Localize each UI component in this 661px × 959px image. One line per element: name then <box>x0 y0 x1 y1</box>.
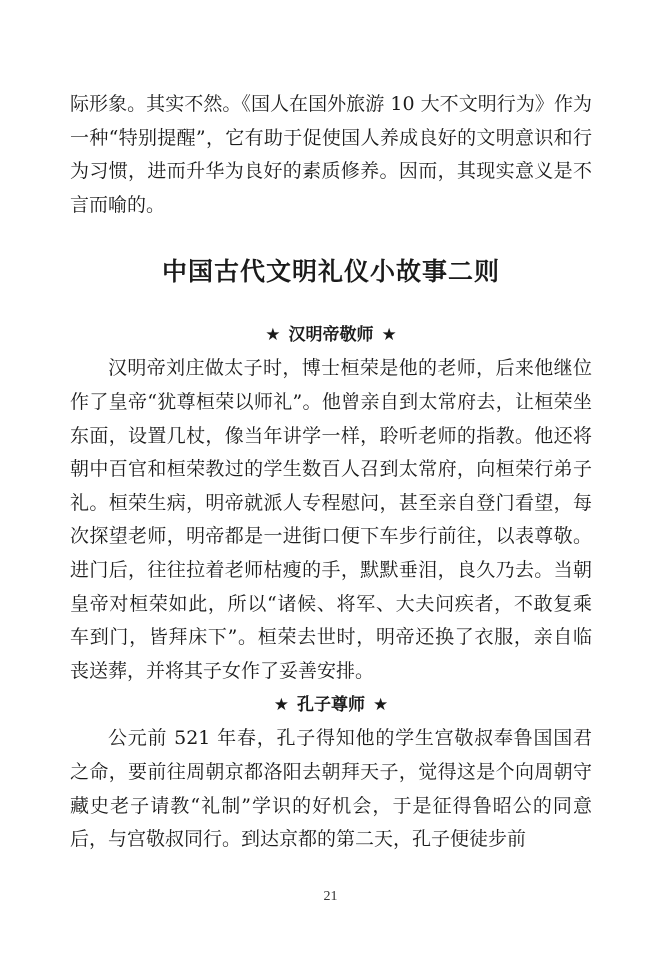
section-body-kongzi: 公元前 521 年春，孔子得知他的学生宫敬叔奉鲁国国君之命，要前往周朝京都洛阳去朝拜天子，觉得这是个向周朝守藏史老子请教“礼制”学识的好机会，于是征得鲁昭公的同意后，与宫敬叔同行。到达京都的第二天，孔子便徒步前 <box>70 727 592 851</box>
section-body-han-mingdi: 汉明帝刘庄做太子时，博士桓荣是他的老师，后来他继位作了皇帝“犹尊桓荣以师礼”。他曾亲自到太常府去，让桓荣坐东面，设置几杖，像当年讲学一样，聆听老师的指教。他还将朝中百官和桓荣教过的学生数百人召到太常府，向桓荣行弟子礼。桓荣生病，明帝就派人专程慰问，甚至亲自登门看望，每次探望老师，明帝都是一进街口便下车步行前往，以表尊敬。进门后，往往拉着老师枯瘦的手，默默垂泪，良久乃去。当朝皇帝对桓荣如此，所以“诸候、将军、大夫问疾者，不敢复乘车到门，皆拜床下”。桓荣去世时，明帝还换了衣服，亲自临丧送葬，并将其子女作了妥善安排。 <box>70 357 592 682</box>
star-icon: ★ <box>373 695 389 716</box>
page-number: 21 <box>323 889 338 904</box>
intro-paragraph: 际形象。其实不然。《国人在国外旅游 10 大不文明行为》作为一种“特别提醒”，它有助于促使国人养成良好的文明意识和行为习惯，进而升华为良好的素质修养。因而，其现实意义是不言而喻的。 <box>70 93 592 216</box>
star-icon: ★ <box>265 325 281 346</box>
section-title-text: 汉明帝敬师 <box>288 325 374 346</box>
chapter-title: 中国古代文明礼仪小故事二则 <box>161 257 500 287</box>
star-icon: ★ <box>273 695 289 716</box>
section-title-han-mingdi <box>70 318 592 352</box>
section-title-text: 孔子尊师 <box>297 695 365 716</box>
page-content <box>70 88 592 857</box>
star-icon: ★ <box>381 325 397 346</box>
section-title-kongzi <box>70 688 592 722</box>
